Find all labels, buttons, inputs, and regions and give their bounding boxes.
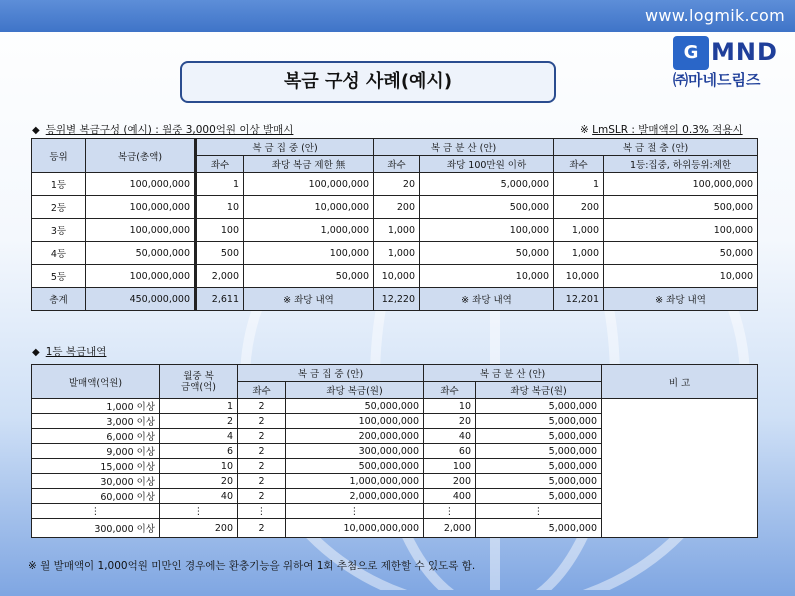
lmslr-note: [580, 122, 743, 137]
cell-m-seats: 1,000: [554, 219, 604, 242]
cell-rank: 4등: [32, 242, 86, 265]
cell-rank: 총계: [32, 288, 86, 311]
cell-d-amount: 50,000: [420, 242, 554, 265]
cell-sales: 9,000 이상: [32, 444, 160, 459]
table-row: [32, 265, 758, 288]
remarks-cell: [602, 399, 758, 538]
cell-d-seats: 40: [424, 429, 476, 444]
cell-m-seats: 10,000: [554, 265, 604, 288]
cell-c-amount: 10,000,000: [244, 196, 374, 219]
cell-d-seats: 12,220: [374, 288, 420, 311]
header-monthly-prize: 월중 복 금액(억): [160, 365, 238, 399]
first-prize-table: [31, 364, 758, 538]
table-row: [32, 196, 758, 219]
cell-d-seats: 10,000: [374, 265, 420, 288]
table-row: [32, 242, 758, 265]
cell-total: 100,000,000: [86, 219, 196, 242]
cell-prize: 2: [160, 414, 238, 429]
cell-prize: 4: [160, 429, 238, 444]
header-remarks: 비 고: [602, 365, 758, 399]
cell-c-amount: ⋮: [286, 504, 424, 519]
header-concentrated: 복 금 집 중 (안): [196, 139, 374, 156]
cell-m-amount: 100,000,000: [604, 173, 758, 196]
cell-total: 100,000,000: [86, 196, 196, 219]
cell-d-seats: 1,000: [374, 242, 420, 265]
cell-d-amount: 500,000: [420, 196, 554, 219]
header-per-seat-prize: 좌당 복금(원): [286, 382, 424, 399]
cell-total: 50,000,000: [86, 242, 196, 265]
cell-d-amount: 5,000,000: [476, 474, 602, 489]
table-row: [32, 219, 758, 242]
cell-c-amount: ※ 좌당 내역: [244, 288, 374, 311]
cell-rank: 5등: [32, 265, 86, 288]
table-row: [32, 399, 758, 414]
cell-c-seats: 2: [238, 414, 286, 429]
cell-m-amount: ※ 좌당 내역: [604, 288, 758, 311]
cell-m-amount: 50,000: [604, 242, 758, 265]
cell-c-seats: 2: [238, 474, 286, 489]
cell-c-amount: 1,000,000,000: [286, 474, 424, 489]
cell-sales: 15,000 이상: [32, 459, 160, 474]
cell-sales: 6,000 이상: [32, 429, 160, 444]
cell-c-amount: 300,000,000: [286, 444, 424, 459]
cell-c-seats: 2: [238, 444, 286, 459]
cell-m-seats: 12,201: [554, 288, 604, 311]
section2-title-text: 1등 복금내역: [45, 346, 107, 358]
logo-korean-name: ㈜마네드림즈: [673, 71, 761, 89]
cell-rank: 3등: [32, 219, 86, 242]
header-compromise: 복 금 절 충 (안): [554, 139, 758, 156]
cell-d-amount: 10,000: [420, 265, 554, 288]
cell-c-seats: 2: [238, 459, 286, 474]
cell-d-seats: 400: [424, 489, 476, 504]
site-url[interactable]: www.logmik.com: [644, 6, 785, 25]
header-compromise-rule: 1등:집중, 하위등위:제한: [604, 156, 758, 173]
cell-c-amount: 500,000,000: [286, 459, 424, 474]
header-seats: 좌수: [424, 382, 476, 399]
cell-c-amount: 2,000,000,000: [286, 489, 424, 504]
cell-rank: 1등: [32, 173, 86, 196]
logo-name: MND: [711, 38, 778, 66]
logo-mark-icon: G: [673, 36, 709, 70]
cell-d-amount: ⋮: [476, 504, 602, 519]
lmslr-note-text: LmSLR : 발매액의 0.3% 적용시: [592, 124, 743, 136]
cell-d-amount: 5,000,000: [476, 399, 602, 414]
cell-c-amount: 10,000,000,000: [286, 519, 424, 538]
cell-c-seats: ⋮: [238, 504, 286, 519]
header-prize-total: 복금(총액): [86, 139, 196, 173]
header-per-seat-prize: 좌당 복금(원): [476, 382, 602, 399]
cell-d-amount: 5,000,000: [476, 444, 602, 459]
cell-m-seats: 1,000: [554, 242, 604, 265]
header-concentrated: 복 금 집 중 (안): [238, 365, 424, 382]
header-sales: 발매액(억원): [32, 365, 160, 399]
cell-sales: 300,000 이상: [32, 519, 160, 538]
cell-d-seats: ⋮: [424, 504, 476, 519]
header-seats: 좌수: [238, 382, 286, 399]
cell-c-amount: 200,000,000: [286, 429, 424, 444]
cell-prize: 20: [160, 474, 238, 489]
header-distributed: 복 금 분 산 (안): [374, 139, 554, 156]
cell-d-amount: 5,000,000: [476, 414, 602, 429]
cell-c-seats: 2: [238, 519, 286, 538]
cell-c-amount: 100,000,000: [286, 414, 424, 429]
page-title: 복금 구성 사례(예시): [180, 61, 556, 103]
cell-m-seats: 1: [554, 173, 604, 196]
cell-sales: 30,000 이상: [32, 474, 160, 489]
cell-c-seats: 2: [238, 429, 286, 444]
header-per-seat-under-1m: 좌당 100만원 이하: [420, 156, 554, 173]
footnote: ※ 월 발매액이 1,000억원 미만인 경우에는 환충기능을 위하여 1회 추첨으로 제한할 수 있도록 함.: [28, 560, 476, 572]
top-banner: [0, 0, 795, 32]
diamond-bullet-icon: ◆: [32, 347, 40, 358]
cell-c-seats: 10: [196, 196, 244, 219]
header-seats: 좌수: [374, 156, 420, 173]
section1-title-text: 등위별 복금구성 (예시) : 월중 3,000억원 이상 발매시: [45, 124, 294, 136]
cell-c-amount: 100,000,000: [244, 173, 374, 196]
cell-d-seats: 10: [424, 399, 476, 414]
cell-c-seats: 100: [196, 219, 244, 242]
cell-c-seats: 2: [238, 399, 286, 414]
cell-c-seats: 500: [196, 242, 244, 265]
cell-sales: ⋮: [32, 504, 160, 519]
cell-d-seats: 20: [374, 173, 420, 196]
cell-prize: 200: [160, 519, 238, 538]
cell-c-seats: 1: [196, 173, 244, 196]
cell-prize: 10: [160, 459, 238, 474]
cell-rank: 2등: [32, 196, 86, 219]
cell-prize: 40: [160, 489, 238, 504]
cell-d-amount: 5,000,000: [476, 519, 602, 538]
cell-d-amount: 5,000,000: [420, 173, 554, 196]
cell-c-amount: 50,000: [244, 265, 374, 288]
cell-c-seats: 2,000: [196, 265, 244, 288]
cell-sales: 1,000 이상: [32, 399, 160, 414]
cell-m-amount: 500,000: [604, 196, 758, 219]
cell-sales: 60,000 이상: [32, 489, 160, 504]
cell-c-amount: 100,000: [244, 242, 374, 265]
cell-c-amount: 50,000,000: [286, 399, 424, 414]
cell-d-amount: 100,000: [420, 219, 554, 242]
cell-total: 100,000,000: [86, 173, 196, 196]
cell-d-seats: 1,000: [374, 219, 420, 242]
cell-prize: 6: [160, 444, 238, 459]
cell-d-seats: 200: [374, 196, 420, 219]
cell-total: 450,000,000: [86, 288, 196, 311]
cell-c-seats: 2: [238, 489, 286, 504]
header-distributed: 복 금 분 산 (안): [424, 365, 602, 382]
cell-d-amount: 5,000,000: [476, 459, 602, 474]
cell-prize: ⋮: [160, 504, 238, 519]
cell-m-seats: 200: [554, 196, 604, 219]
cell-sales: 3,000 이상: [32, 414, 160, 429]
diamond-bullet-icon: ◆: [32, 125, 40, 136]
cell-total: 100,000,000: [86, 265, 196, 288]
total-row: [32, 288, 758, 311]
section2-title: [32, 344, 106, 359]
cell-c-seats: 2,611: [196, 288, 244, 311]
cell-m-amount: 100,000: [604, 219, 758, 242]
cell-d-seats: 100: [424, 459, 476, 474]
header-seats: 좌수: [554, 156, 604, 173]
cell-d-seats: 20: [424, 414, 476, 429]
cell-d-seats: 200: [424, 474, 476, 489]
cell-c-amount: 1,000,000: [244, 219, 374, 242]
cell-prize: 1: [160, 399, 238, 414]
cell-d-amount: ※ 좌당 내역: [420, 288, 554, 311]
cell-d-amount: 5,000,000: [476, 489, 602, 504]
cell-m-amount: 10,000: [604, 265, 758, 288]
cell-d-amount: 5,000,000: [476, 429, 602, 444]
company-logo: [673, 36, 791, 88]
cell-d-seats: 2,000: [424, 519, 476, 538]
note-mark: ※: [580, 124, 589, 136]
table-row: [32, 173, 758, 196]
header-seats: 좌수: [196, 156, 244, 173]
section1-title: [32, 122, 293, 137]
header-rank: 등위: [32, 139, 86, 173]
cell-d-seats: 60: [424, 444, 476, 459]
header-per-seat-unlimited: 좌당 복금 제한 無: [244, 156, 374, 173]
rank-prize-table: [31, 138, 758, 311]
